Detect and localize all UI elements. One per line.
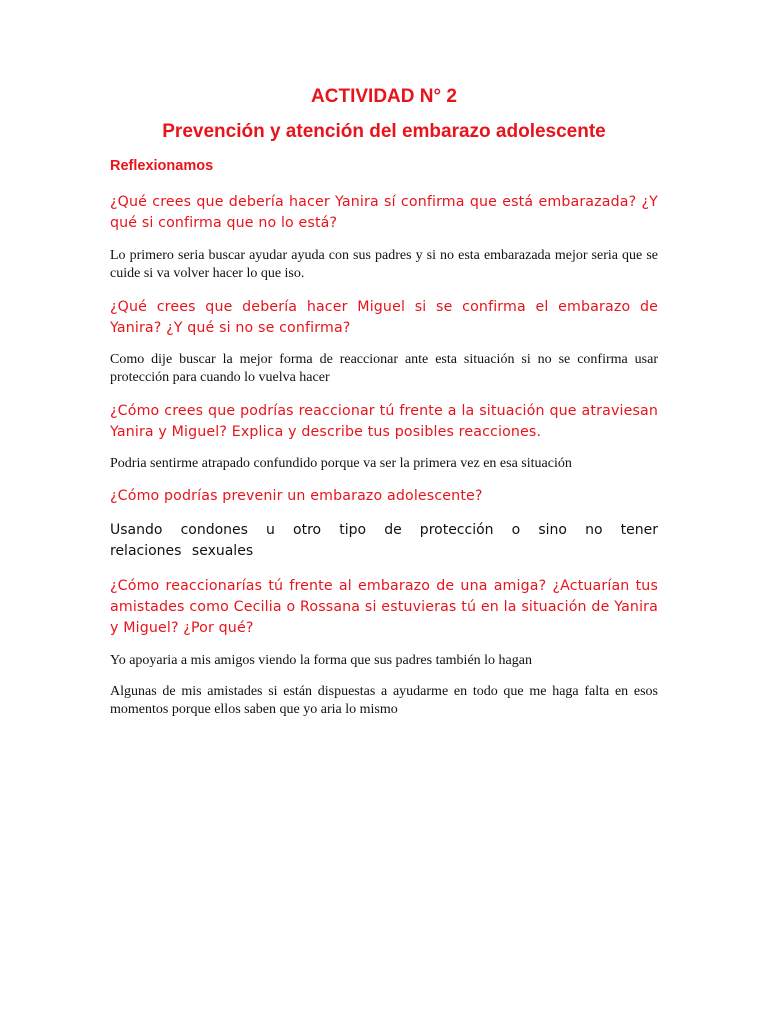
question-5: ¿Cómo reaccionarías tú frente al embarazo de una amiga? ¿Actuarían tus amistades como Cecilia o Rossana si estuvieras tú en la situación de Yanira y Miguel? ¿Por qué? — [110, 578, 658, 636]
question-1: ¿Qué crees que debería hacer Yanira sí confirma que está embarazada? ¿Y qué si confirma que no lo está? — [110, 194, 658, 231]
answer-1: Lo primero seria buscar ayudar ayuda con sus padres y si no esta embarazada mejor seria que se cuide si va volver hacer lo que iso. — [110, 248, 658, 281]
answer-5a: Yo apoyaria a mis amigos viendo la forma que sus padres también lo hagan — [110, 653, 532, 668]
answer-2: Como dije buscar la mejor forma de reaccionar ante esta situación si no se confirma usar protección para cuando lo vuelva hacer — [110, 352, 658, 385]
answer-3: Podria sentirme atrapado confundido porque va ser la primera vez en esa situación — [110, 456, 572, 471]
question-4: ¿Cómo podrías prevenir un embarazo adolescente? — [110, 488, 483, 504]
answer-5b: Algunas de mis amistades si están dispuestas a ayudarme en todo que me haga falta en esos momentos porque ellos saben que yo aria lo mismo — [110, 684, 658, 717]
section-heading: Reflexionamos — [110, 158, 214, 174]
question-3: ¿Cómo crees que podrías reaccionar tú frente a la situación que atraviesan Yanira y Miguel? Explica y describe tus posibles reacciones. — [110, 403, 658, 440]
document-subtitle: Prevención y atención del embarazo adolescente — [162, 121, 606, 142]
question-2: ¿Qué crees que debería hacer Miguel si se confirma el embarazo de Yanira? ¿Y qué si no se confirma? — [110, 299, 658, 336]
answer-4: Usando condones u otro tipo de protección o sino no tener relaciones sexuales — [110, 522, 658, 559]
document-title: ACTIVIDAD N° 2 — [311, 86, 457, 107]
